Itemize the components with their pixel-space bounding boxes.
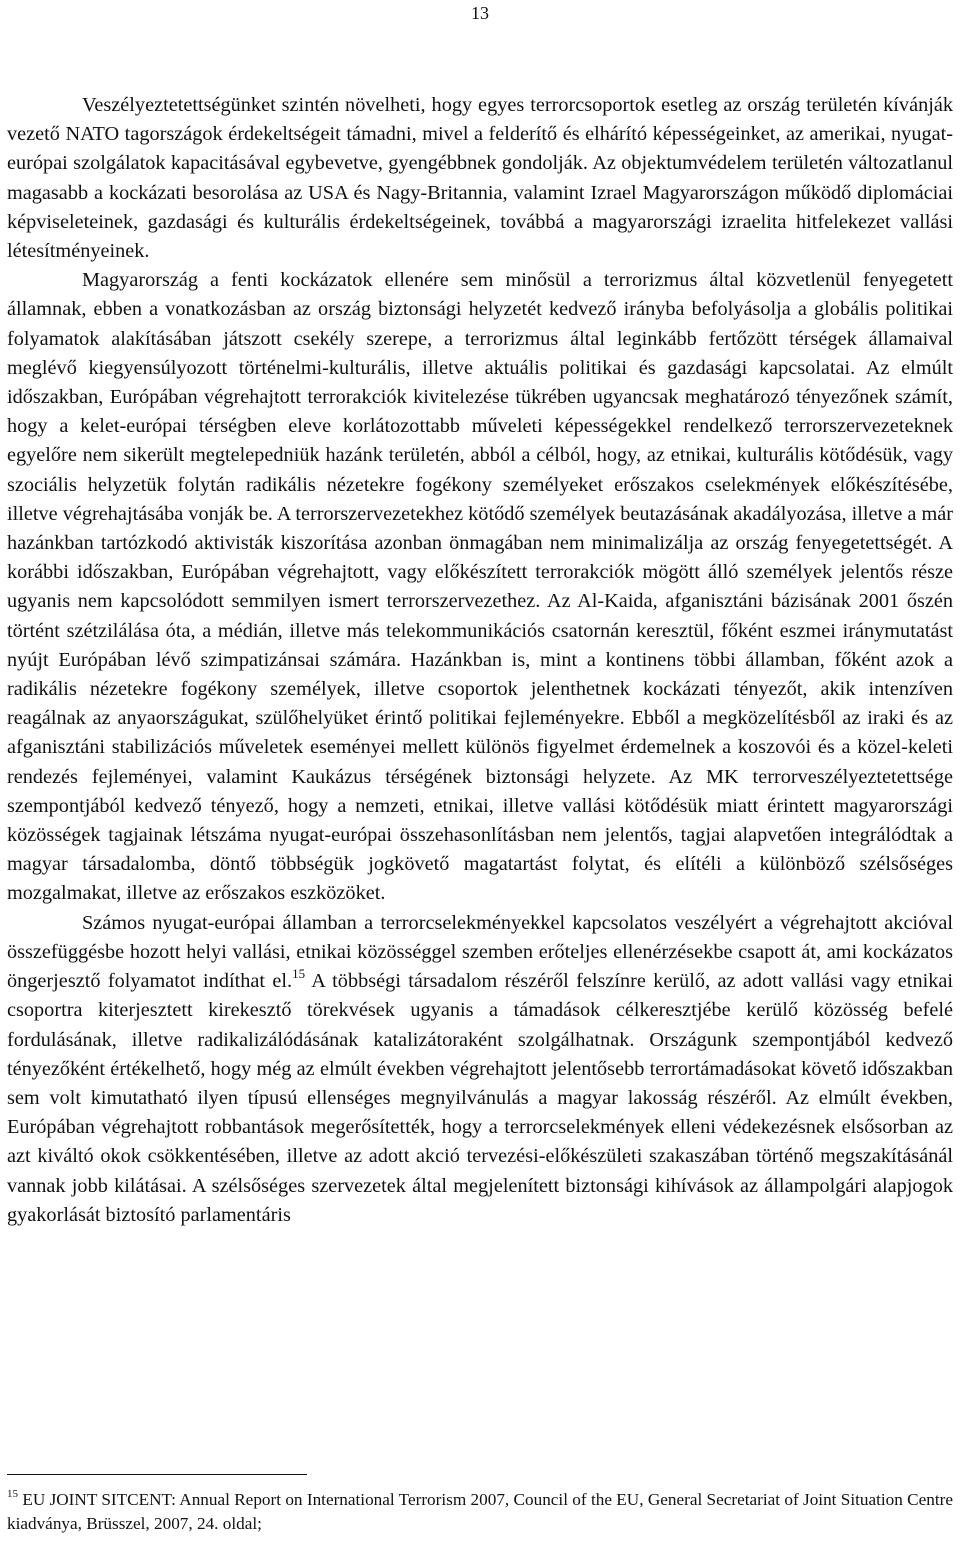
page-number: 13 bbox=[471, 3, 489, 23]
footnote-separator bbox=[7, 1474, 307, 1475]
paragraph-1: Veszélyeztetettségünket szintén növelheti, hogy egyes terrorcsoportok esetleg az ország területén kívánják vezető NATO tagországok érdekeltségeit támadni, mivel a felderítő és elhárító képességeinket, az amerikai, nyugat-európai szolgálatok kapacitásával egybevetve, gyengébbnek gondolják. Az objektumvédelem területén változatlanul magasabb a kockázati besorolása az USA és Nagy-Britannia, valamint Izrael Magyarországon működő diplomáciai képviseleteinek, gazdasági és kulturális érdekeltségeinek, továbbá a magyarországi izraelita hitfelekezet vallási létesítményeinek. bbox=[7, 94, 953, 263]
paragraph-3-text-after-ref: A többségi társadalom részéről felszínre kerülő, az adott vallási vagy etnikai csoportra kiterjesztett kirekesztő törekvések ugyanis a támadások célkeresztjébe kerülő közösség befelé fordulásának, illetve radikalizálódásának katalizátoraként szolgálhatnak. Országunk szempontjából kedvező tényezőként értékelhető, hogy még az elmúlt években végrehajtott jelentősebb terrortámadásokat követő időszakban sem volt kimutatható ilyen típusú ellenséges megnyilvánulás a magyar lakosság részéről. Az elmúlt években, Európában végrehajtott robbantások megerősítették, hogy a terrorcselekmények elleni védekezésnek elsősorban az azt kiváltó okok csökkentésében, illetve az adott akció tervezési-előkészületi szakaszában történő megszakításánál vannak jobb kilátásai. A szélsőséges szervezetek által megjelenített biztonsági kihívások az állampolgári alapjogok gyakorlását biztosító parlamentáris bbox=[7, 970, 953, 1226]
paragraph-3 bbox=[7, 909, 953, 1230]
paragraph-3-text-before-ref: Számos nyugat-európai államban a terrorcselekményekkel kapcsolatos veszélyért a végrehajtott akcióval összefüggésbe hozott helyi vallási, etnikai közösséggel szemben erőteljes ellenérzésekbe csapott át, ami kockázatos öngerjesztő folyamatot indíthat el. bbox=[7, 911, 953, 993]
footnote-text: EU JOINT SITCENT: Annual Report on International Terrorism 2007, Council of the EU, General Secretariat of Joint Situation Centre kiadványa, Brüsszel, 2007, 24. oldal; bbox=[7, 1490, 953, 1533]
paragraph-2: Magyarország a fenti kockázatok ellenére sem minősül a terrorizmus által közvetlenül fenyegetett államnak, ebben a vonatkozásban az ország biztonsági helyzetét kedvező irányba befolyásolja a globális politikai folyamatok alakításában játszott csekély szerepe, a terrorizmus által leginkább fertőzött térségek államaival meglévő kiegyensúlyozott történelmi-kulturális, illetve aktuális politikai és gazdasági kapcsolatai. Az elmúlt időszakban, Európában végrehajtott terrorakciók kivitelezése tükrében ugyancsak meghatározó tényezőnek számít, hogy a kelet-európai térségben eleve korlátozottabb műveleti képességekkel rendelkező terrorszervezeteknek egyelőre nem sikerült megtelepedniük hazánk területén, abból a célból, hogy, az etnikai, kulturális kötődésük, vagy szociális helyzetük folytán radikális nézetekre fogékony személyeket erőszakos cselekmények előkészítésébe, illetve végrehajtásába vonják be. A terrorszervezetekhez kötődő személyek beutazásának akadályozása, illetve a már hazánkban tartózkodó aktivisták kiszorítása azonban önmagában nem minimalizálja az ország fenyegetettségét. A korábbi időszakban, Európában végrehajtott, vagy előkészített terrorakciók mögött álló személyek jelentős része ugyanis nem kapcsolódott semmilyen ismert terrorszervezethez. Az Al-Kaida, afganisztáni bázisának 2001 őszén történt szétzilálása óta, a médián, illetve más telekommunikációs csatornán keresztül, főként eszmei iránymutatást nyújt Európában lévő szimpatizánsai számára. Hazánkban is, mint a kontinens többi államban, főként azok a radikális nézetekre fogékony személyek, illetve csoportok jelenthetnek kockázati tényezőt, akik intenzíven reagálnak az anyaországukat, szülőhelyüket érintő politikai fejleményekre. Ebből a megközelítésből az iraki és az afganisztáni stabilizációs műveletek eseményei mellett különös figyelmet érdemelnek a koszovói és a közel-keleti rendezés fejleményei, valamint Kaukázus térségének biztonsági helyzete. Az MK terrorveszélyeztetettsége szempontjából kedvező tényező, hogy a nemzeti, etnikai, illetve vallási kötődésük miatt érintett magyarországi közösségek tagjainak létszáma nyugat-európai összehasonlításban nem jelentős, tagjai alapvetően integrálódtak a magyar társadalomba, döntő többségük jogkövető magatartást folytat, és elítéli a különböző szélsőséges mozgalmakat, illetve az erőszakos eszközöket. bbox=[7, 269, 954, 905]
body-text bbox=[7, 91, 953, 1230]
footnote-15 bbox=[7, 1488, 953, 1536]
footnote-number: 15 bbox=[7, 1488, 18, 1500]
footnote-reference[interactable]: 15 bbox=[292, 966, 306, 982]
